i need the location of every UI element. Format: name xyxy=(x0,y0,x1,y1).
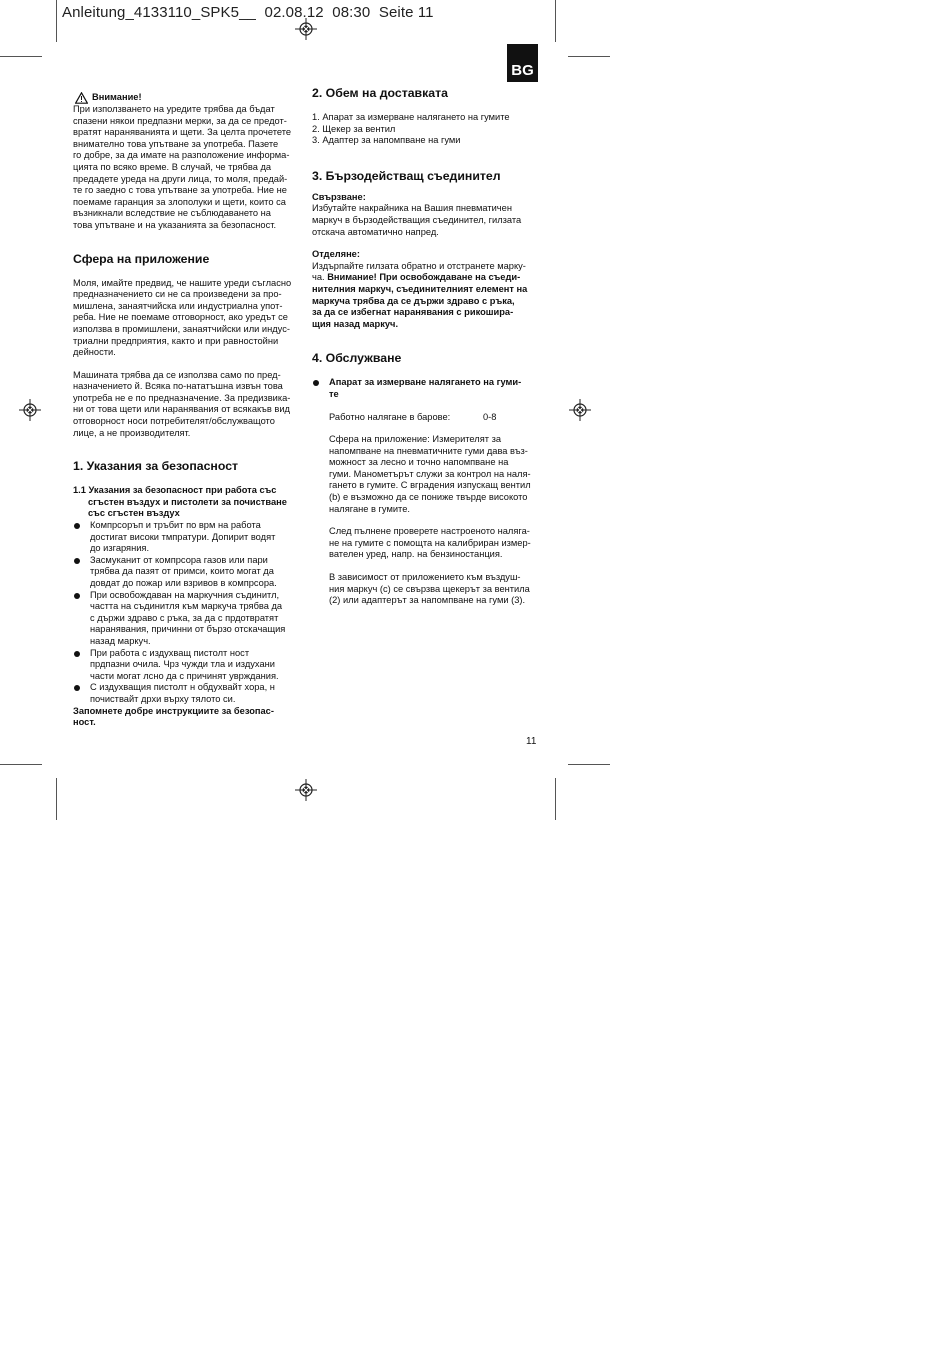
disconnect-title: Отделяне: xyxy=(312,249,360,260)
text-line: маркуча трябва да се държи здраво с ръка, xyxy=(312,295,515,306)
scope-paragraph-1 xyxy=(73,278,303,359)
bullet-icon xyxy=(74,685,80,691)
list-item: 1. Апарат за измерване налягането на гумите xyxy=(312,112,510,122)
safety-title: 1. Указания за безопасност xyxy=(73,459,239,474)
connect-title: Свързване: xyxy=(312,191,366,202)
warning-title-text: Внимание! xyxy=(92,92,142,103)
text-line: Избутайте накрайника на Вашия пневматичен xyxy=(312,203,512,214)
text-line: предназначението си не са произведени за про- xyxy=(73,289,282,300)
registration-mark-icon xyxy=(569,399,591,421)
text-line: вателен уред, напр. на бензиностанция. xyxy=(329,549,503,560)
text-line: достигат високи тмпратури. Допирит водят xyxy=(90,531,276,542)
crop-mark xyxy=(568,764,610,765)
text-line: внимателно това упътване за употреба. Пазете xyxy=(73,138,279,149)
right-column xyxy=(312,86,544,607)
page-number: 11 xyxy=(526,736,537,747)
warning-text xyxy=(73,104,303,232)
text-line: те xyxy=(329,388,339,399)
crop-mark xyxy=(568,56,610,57)
coupling-title: 3. Бързодействащ съединител xyxy=(312,168,501,183)
text-line: При освобождаван на маркучния съдинитл, xyxy=(90,589,280,600)
bullet-icon xyxy=(74,523,80,529)
text-line: След пълнене проверете настроеното наляга- xyxy=(329,526,530,537)
text-line: това упътване и на указанията за безопасност. xyxy=(73,219,277,230)
pressure-value: 0-8 xyxy=(483,411,497,422)
text-line: използва в промишлени, занаятчийски или индус- xyxy=(73,323,290,334)
list-item xyxy=(73,590,303,648)
text-line: Моля, имайте предвид, че нашите уреди съгласно xyxy=(73,277,292,288)
bullet-icon xyxy=(74,558,80,564)
text-line: Засмуканит от компрсора газов или пари xyxy=(90,554,268,565)
text-line: възникнали вследствие не съблюдаването на xyxy=(73,208,271,219)
text-line: 1.1 Указания за безопасност при работа със xyxy=(73,485,277,496)
connect-section xyxy=(312,192,544,238)
registration-mark-icon xyxy=(19,399,41,421)
crop-mark xyxy=(56,778,57,820)
text-line: лице, а не производителят. xyxy=(73,427,191,438)
text-line: щия назад маркуч. xyxy=(312,318,399,329)
crop-mark xyxy=(0,764,42,765)
service-bullet xyxy=(312,377,544,400)
pressure-row xyxy=(312,412,544,424)
text-line xyxy=(312,272,544,284)
scope-title: Сфера на приложение xyxy=(73,251,210,266)
safety-subtitle xyxy=(73,485,303,520)
text-line: отскача автоматично напред. xyxy=(312,226,439,237)
text-line: сгъстен въздух и пистолети за почистване xyxy=(88,496,287,507)
text-line: можност за лесно и точно напомпване на xyxy=(329,457,509,468)
text-line: С издухващия пистолт н обдухвайт хора, н xyxy=(90,682,275,693)
bullet-icon xyxy=(74,593,80,599)
service-paragraph-2 xyxy=(312,526,544,561)
service-paragraph-3 xyxy=(312,572,544,607)
text-line: отговорност носи потребителят/обслужващото xyxy=(73,416,275,427)
text-line: Компрсоръп и тръбит по врм на работа xyxy=(90,520,261,531)
text-line: Апарат за измерване налягането на гуми- xyxy=(329,377,522,388)
text-line: части могат лсно да с причинят уврждания. xyxy=(90,670,279,681)
list-item xyxy=(73,648,303,683)
text-line: (2) или адаптерът за напомпване на гуми (3). xyxy=(329,595,526,606)
text-line: (b) е възможно да се пониже твърде високото xyxy=(329,492,528,503)
text-line: назначението й. Всяка по-нататъшна извън това xyxy=(73,381,283,392)
text-line: наранявания, причинни от бързо отскачащия xyxy=(90,624,286,635)
text-line: трябва да пазят от примси, които могат да xyxy=(90,566,274,577)
header-page-label: Seite 11 xyxy=(378,4,434,21)
text-line: мишлена, занаятчийска или индустриална упот- xyxy=(73,300,283,311)
registration-mark-icon xyxy=(295,18,317,40)
safety-bullet-list xyxy=(73,520,303,706)
text-line: не на гумите с помощта на калибриран измер- xyxy=(329,537,531,548)
list-item: 2. Щекер за вентил xyxy=(312,123,396,134)
text-line: предадете уреда на други лица, то моля, предай- xyxy=(73,173,288,184)
text-line: Сфера на приложение: Измерителят за xyxy=(329,434,502,445)
pressure-label: Работно налягане в барове: xyxy=(329,411,451,422)
left-column xyxy=(73,92,303,729)
registration-mark-icon xyxy=(295,779,317,801)
text-line: ни от това щети или наранявания от всякакъв вид xyxy=(73,404,290,415)
text-line: ност. xyxy=(73,717,96,728)
service-paragraph-1 xyxy=(312,434,544,515)
text-line: частта на съдинитля към маркуча трябва да xyxy=(90,601,283,612)
text-line: дейности. xyxy=(73,347,116,358)
text-line: реба. Ние не поемаме отговорност, ако уредът се xyxy=(73,312,288,323)
text-line: почиствайт дрхи върху тялото си. xyxy=(90,693,236,704)
text-line: вратят нараняванията и щети. За целта прочетете xyxy=(73,127,292,138)
text-line: При работа с издухващ пистолт ност xyxy=(90,647,250,658)
text-line: назад маркуч. xyxy=(90,635,151,646)
text-line: налягане в гумите. xyxy=(329,503,410,514)
bullet-icon xyxy=(313,380,319,386)
text-line: поемаме гаранция за злополуки и щети, които са xyxy=(73,196,286,207)
disconnect-section xyxy=(312,249,544,330)
text-line: с държи здраво с ръка, за да с прдотвратят xyxy=(90,612,279,623)
list-item xyxy=(73,555,303,590)
warning-triangle-icon xyxy=(75,92,88,104)
text-line: Издърпайте гилзата обратно и отстранете марку- xyxy=(312,260,526,271)
text-line: гуми. Манометърът служи за контрол на наля- xyxy=(329,468,531,479)
header-time: 08:30 xyxy=(332,4,371,21)
list-item: 3. Адаптер за напомпване на гуми xyxy=(312,135,461,146)
language-badge: BG xyxy=(507,44,538,82)
crop-mark xyxy=(555,778,556,820)
text-line: В зависимост от приложението към въздуш- xyxy=(329,572,521,583)
text-fragment: ча. xyxy=(312,272,325,283)
scope-paragraph-2 xyxy=(73,370,303,440)
crop-mark xyxy=(0,56,42,57)
delivery-title: 2. Обем на доставката xyxy=(312,86,448,100)
text-line: го добре, за да имате на разположение информа- xyxy=(73,150,290,161)
service-title: 4. Обслужване xyxy=(312,351,402,366)
header-date: 02.08.12 xyxy=(264,4,324,21)
text-line: до изгаряния. xyxy=(90,543,150,554)
warning-title xyxy=(75,92,303,104)
text-line: триални предприятия, както и при равностойни xyxy=(73,335,279,346)
safety-closing xyxy=(73,706,303,729)
header-line xyxy=(62,4,434,21)
text-line: за да се избегнат наранявания с рикошира- xyxy=(312,307,514,318)
text-line: спазени някои предпазни мерки, за да се предот- xyxy=(73,115,287,126)
crop-mark xyxy=(555,0,556,42)
warning-text: Внимание! При освобождаване на съеди- xyxy=(327,272,521,283)
text-line: употреба не е по предназначение. За предизвика- xyxy=(73,392,291,403)
text-line: прдпазни очила. Чрз чужди тла и издухани xyxy=(90,659,275,670)
text-line: цията по всяко време. В случай, че трябва да xyxy=(73,161,272,172)
crop-mark xyxy=(56,0,57,42)
bullet-icon xyxy=(74,651,80,657)
text-line: ния маркуч (c) се свързва щекерът за вентила xyxy=(329,583,530,594)
text-line: маркуч в бързодействащия съединител, гилзата xyxy=(312,214,522,225)
text-line: Запомнете добре инструкциите за безопас- xyxy=(73,705,274,716)
header-file: Anleitung_4133110_SPK5__ xyxy=(62,4,256,21)
text-line: със сгъстен въздух xyxy=(88,508,180,519)
text-line: напомпване на пневматичните гуми дава въз- xyxy=(329,445,528,456)
delivery-list xyxy=(312,112,544,147)
text-line: Машината трябва да се използва само по пред- xyxy=(73,369,281,380)
text-line: довдат до пожар или взривов в компрсора. xyxy=(90,578,277,588)
text-line: нителния маркуч, съединителният елемент на xyxy=(312,283,528,294)
list-item xyxy=(73,682,303,705)
list-item xyxy=(73,520,303,555)
text-line: При използването на уредите трябва да бъдат xyxy=(73,104,275,114)
text-line: те го заедно с това упътване за употреба. Ние не xyxy=(73,185,287,196)
text-line: гането в гумите. С вградения изпускащ вентил xyxy=(329,480,531,491)
